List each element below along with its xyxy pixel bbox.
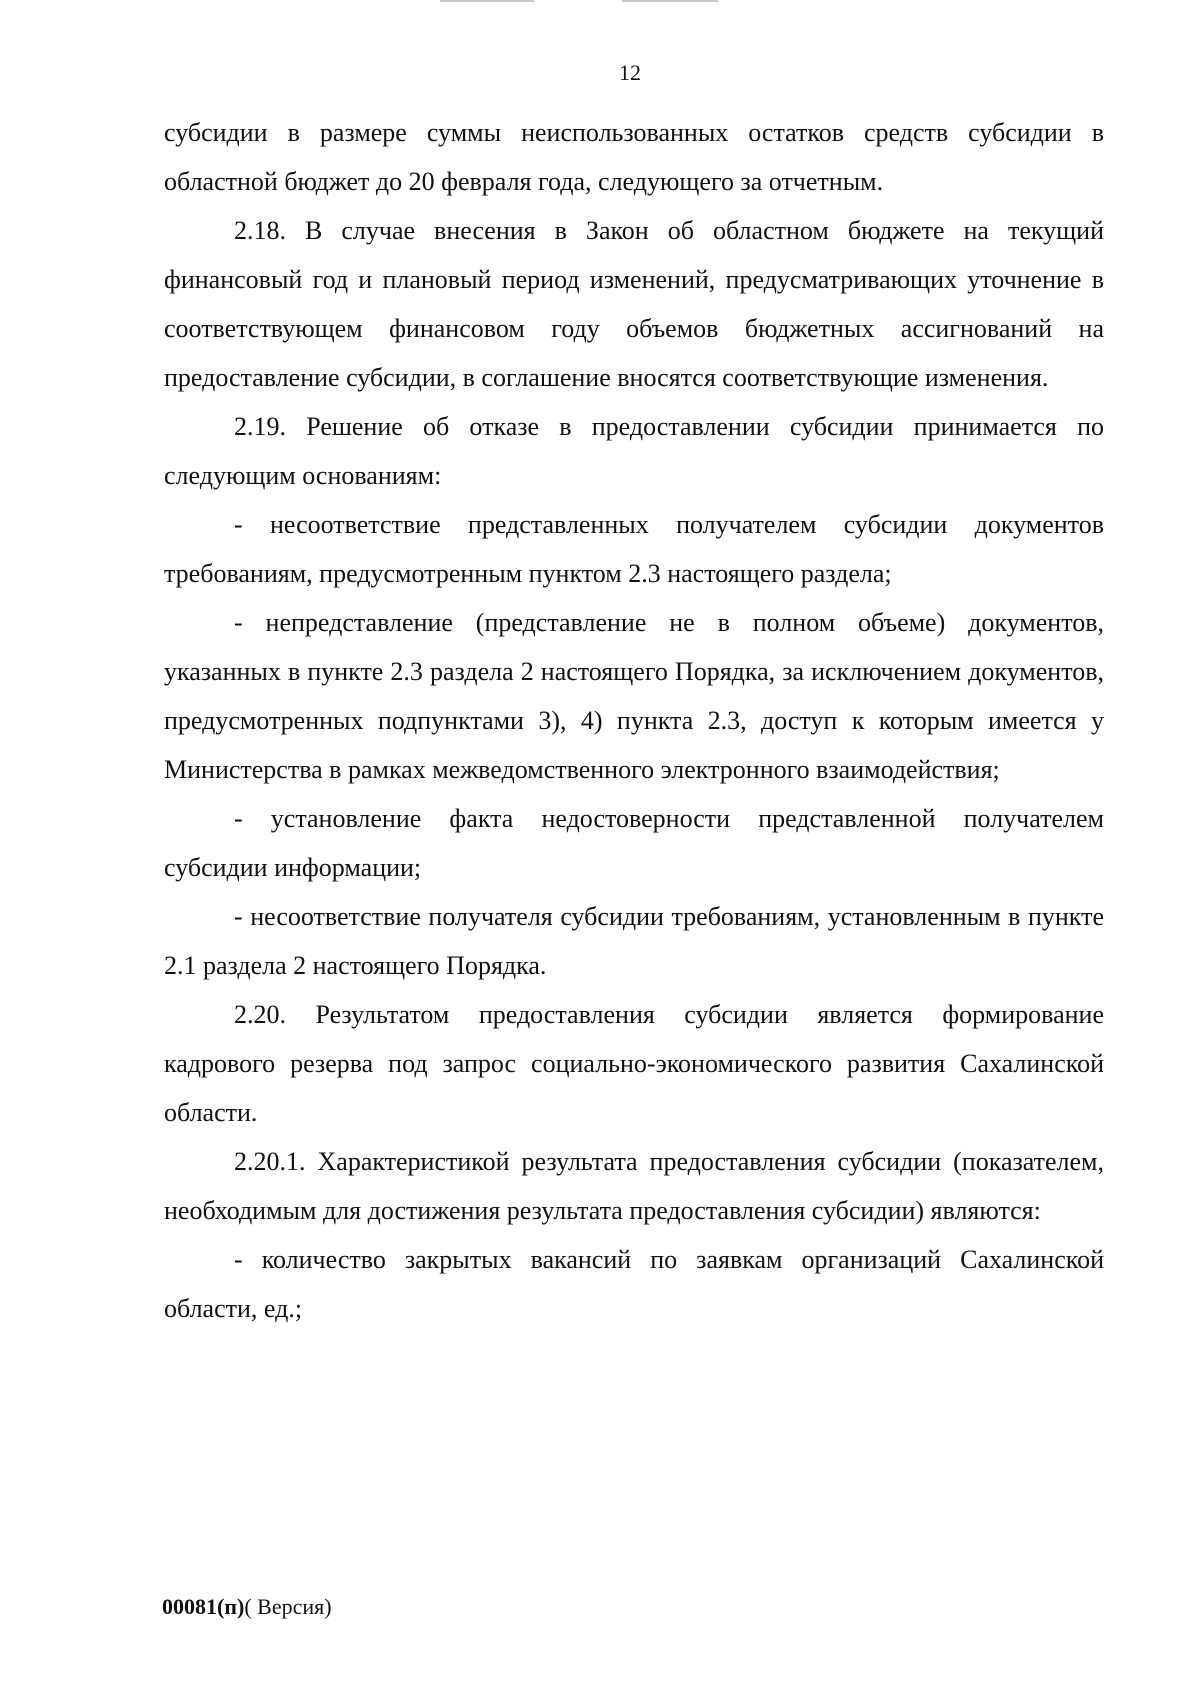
page-number: 12 bbox=[619, 60, 641, 85]
paragraph: 2.20. Результатом предоставления субсидии является формирование кадрового резерва под запрос социально-экономического развития Сахалинской области. bbox=[164, 1000, 1104, 1127]
paragraph: - установление факта недостоверности представленной получателем субсидии информации; bbox=[164, 804, 1104, 882]
paragraph: - количество закрытых вакансий по заявкам организаций Сахалинской области, ед.; bbox=[164, 1245, 1104, 1323]
document-version: ( Версия) bbox=[244, 1594, 332, 1619]
paragraph: 2.19. Решение об отказе в предоставлении субсидии принимается по следующим основаниям: bbox=[164, 412, 1104, 490]
paragraph: 2.20.1. Характеристикой результата предоставления субсидии (показателем, необходимым для достижения результата предоставления субсидии) являются: bbox=[164, 1147, 1104, 1225]
paragraph: субсидии в размере суммы неиспользованных остатков средств субсидии в областной бюджет до 20 февраля года, следующего за отчетным. bbox=[164, 118, 1104, 196]
scan-artifact-top-right bbox=[622, 0, 718, 2]
document-body bbox=[164, 108, 1104, 1333]
paragraph: - непредставление (представление не в полном объеме) документов, указанных в пункте 2.3 раздела 2 настоящего Порядка, за исключением документов, предусмотренных подпунктами 3), 4) пункта 2.3, доступ к которым имеется у Министерства в рамках межведомственного электронного взаимодействия; bbox=[164, 608, 1104, 784]
paragraph: 2.18. В случае внесения в Закон об областном бюджете на текущий финансовый год и плановый период изменений, предусматривающих уточнение в соответствующем финансовом году объемов бюджетных ассигнований на предоставление субсидии, в соглашение вносятся соответствующие изменения. bbox=[164, 216, 1104, 392]
document-code: 00081(п) bbox=[162, 1594, 245, 1619]
document-footer-code bbox=[162, 1594, 332, 1620]
paragraph: - несоответствие представленных получателем субсидии документов требованиям, предусмотренным пунктом 2.3 настоящего раздела; bbox=[164, 510, 1104, 588]
scan-artifact-top-left bbox=[440, 0, 534, 2]
paragraph: - несоответствие получателя субсидии требованиям, установленным в пункте 2.1 раздела 2 настоящего Порядка. bbox=[164, 902, 1104, 980]
